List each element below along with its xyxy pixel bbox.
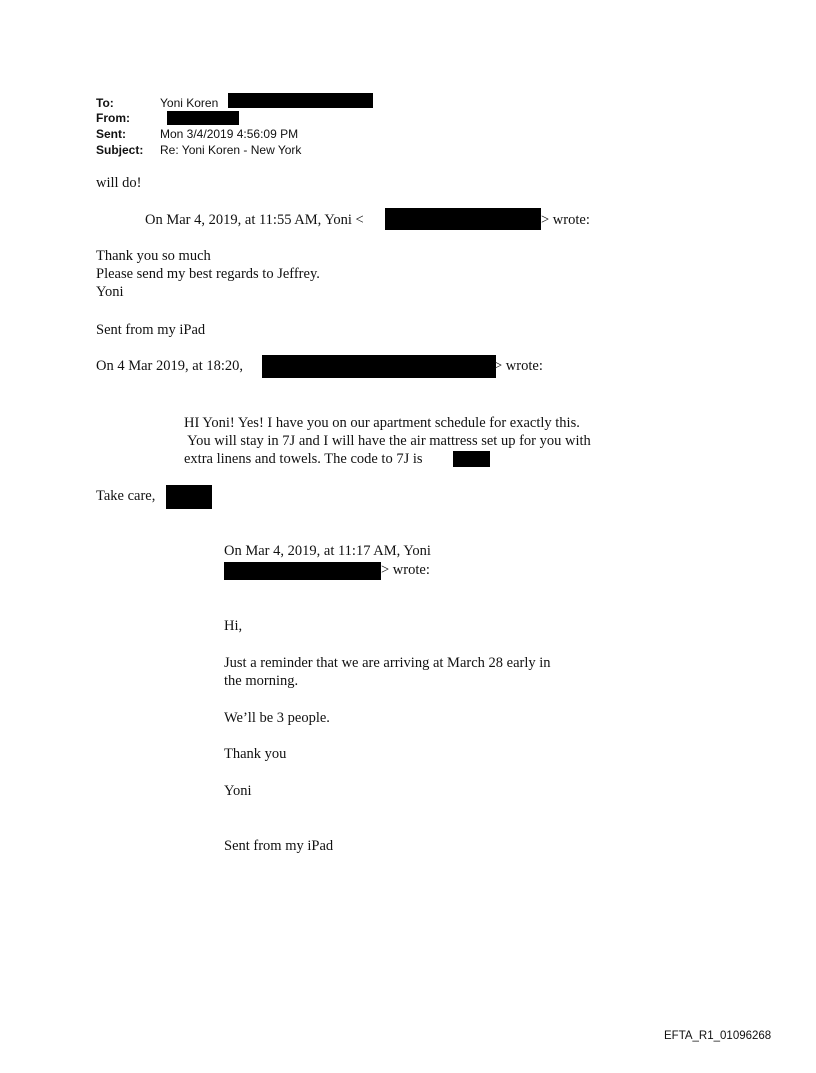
- quote1-line-3: Yoni: [96, 284, 124, 300]
- quote3-para1-line-1: Just a reminder that we are arriving at March 28 early in: [224, 655, 551, 671]
- subject-label: Subject:: [96, 143, 144, 157]
- bates-number: EFTA_R1_01096268: [664, 1030, 772, 1042]
- quote2-line-3: extra linens and towels. The code to 7J is: [184, 451, 423, 467]
- redaction-quote3-email: [224, 562, 381, 580]
- quote2-attribution-prefix: On 4 Mar 2019, at 18:20,: [96, 358, 243, 374]
- redaction-door-code: [453, 451, 490, 467]
- sent-label: Sent:: [96, 127, 126, 141]
- quote3-para3: Thank you: [224, 746, 287, 762]
- quote3-para2: We’ll be 3 people.: [224, 710, 330, 726]
- quote2-line-1: HI Yoni! Yes! I have you on our apartment schedule for exactly this.: [184, 415, 580, 431]
- redaction-signoff-name: [166, 485, 212, 509]
- quote3-attribution-line-1: On Mar 4, 2019, at 11:17 AM, Yoni: [224, 543, 431, 559]
- from-label: From:: [96, 111, 130, 125]
- redaction-from: [167, 111, 239, 125]
- quote2-closing: Take care,: [96, 488, 156, 504]
- quote2-attribution-suffix: > wrote:: [494, 358, 543, 374]
- to-label: To:: [96, 96, 114, 110]
- quote3-sign: Yoni: [224, 783, 252, 799]
- redaction-quote2-sender: [262, 355, 496, 378]
- redaction-quote1-email: [385, 208, 541, 230]
- quote1-line-2: Please send my best regards to Jeffrey.: [96, 266, 320, 282]
- quote1-line-1: Thank you so much: [96, 248, 211, 264]
- quote1-attribution-suffix: > wrote:: [541, 212, 590, 228]
- quote3-greeting: Hi,: [224, 618, 243, 634]
- reply-body: will do!: [96, 175, 142, 191]
- quote3-signature: Sent from my iPad: [224, 838, 334, 854]
- sent-value: Mon 3/4/2019 4:56:09 PM: [160, 127, 299, 141]
- quote1-attribution-prefix: On Mar 4, 2019, at 11:55 AM, Yoni <: [145, 212, 364, 228]
- redaction-to-email: [228, 93, 373, 108]
- quote2-line-2: You will stay in 7J and I will have the air mattress set up for you with: [184, 433, 591, 449]
- quote1-signature: Sent from my iPad: [96, 322, 206, 338]
- quote3-attribution-suffix: > wrote:: [381, 562, 430, 578]
- subject-value: Re: Yoni Koren - New York: [160, 143, 302, 157]
- quote3-para1-line-2: the morning.: [224, 673, 299, 689]
- to-value: Yoni Koren: [160, 96, 219, 110]
